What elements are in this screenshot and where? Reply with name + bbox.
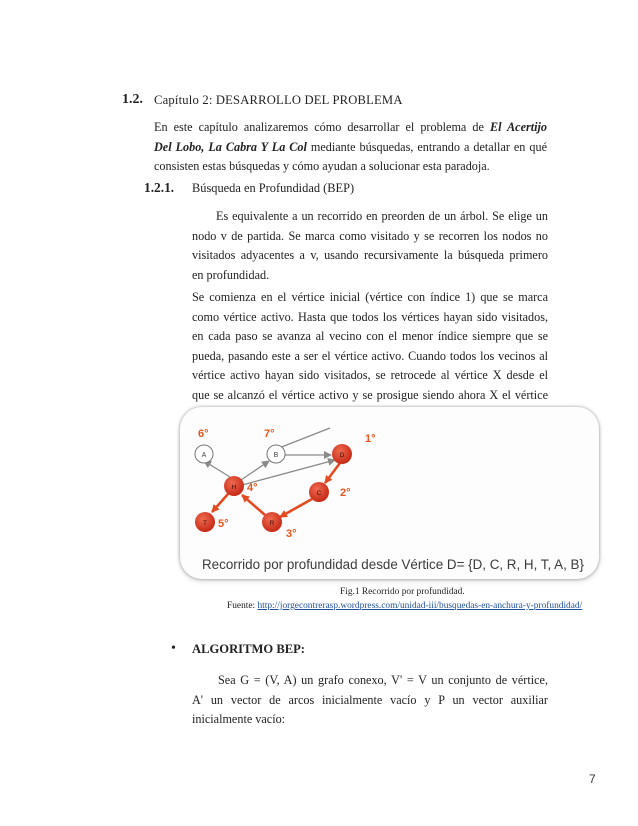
source-link[interactable]: http://jorgecontrerasp.wordpress.com/unidad-iii/busquedas-en-anchura-y-profundidad/ — [257, 601, 583, 611]
node-t-label: T — [203, 520, 207, 527]
intro-paragraph — [154, 118, 547, 177]
section-number: 1.2. — [122, 92, 143, 107]
algorithm-line: Sea G = (V, A) un grafo conexo, V' = V un conjunto de vértice, — [218, 673, 548, 687]
edge-r-h — [242, 495, 265, 515]
figure-graph — [180, 407, 599, 579]
paragraph-1 — [192, 207, 548, 285]
paragraph-2-line: en cada paso se avanza al vecino con el menor índice siempre que se — [192, 329, 548, 344]
order-label-2: 2° — [340, 487, 351, 499]
node-r-label: R — [269, 520, 275, 527]
figure-title: Recorrido por profundidad desde Vértice D= {D, C, R, H, T, A, B} — [202, 557, 584, 572]
intro-line-2-text: mediante búsquedas, entrando a detallar en qué — [306, 139, 547, 154]
paragraph-2-line: como vértice activo. Hasta que todos los vértices hayan sido visitados, — [192, 309, 548, 324]
paragraph-1-line: en profundidad. — [192, 267, 270, 282]
intro-line-1-text: En este capítulo analizaremos cómo desarrollar el problema de — [154, 120, 490, 134]
paragraph-1-line: Es equivalente a un recorrido en preorden de un árbol. Se elige un — [216, 209, 548, 223]
graph-diagram — [180, 407, 599, 579]
intro-line-3 — [154, 157, 547, 177]
intro-line-1 — [154, 118, 547, 138]
figure-source — [227, 601, 582, 611]
paragraph-2 — [192, 288, 548, 425]
order-label-4: 4° — [247, 482, 258, 494]
node-c-label: C — [316, 490, 322, 497]
order-label-5: 5° — [218, 518, 229, 530]
subsection-number: 1.2.1. — [144, 180, 175, 195]
algorithm-heading: ALGORITMO BEP: — [192, 642, 305, 656]
edge-b-top — [279, 428, 330, 448]
figure-caption: Fig.1 Recorrido por profundidad. — [340, 587, 465, 597]
node-a-label: A — [201, 452, 207, 459]
paragraph-2-line: Se comienza en el vértice inicial (vértice con índice 1) que se marca — [192, 290, 548, 304]
intro-line-1-emphasis: El Acertijo — [489, 120, 547, 134]
paragraph-2-line: que se alcanzó el vértice activo y se prosigue siendo ahora X el vértice — [192, 387, 548, 402]
paragraph-2-line: pueda, pasando este a ser el vértice activo. Cuando todos los vecinos al — [192, 348, 548, 363]
order-label-1: 1° — [365, 433, 376, 445]
order-label-3: 3° — [286, 528, 297, 540]
bullet-icon: • — [171, 641, 176, 656]
intro-line-2 — [154, 138, 547, 158]
node-d-label: D — [339, 452, 345, 459]
edge-c-r — [280, 499, 312, 517]
node-h-label: H — [231, 484, 237, 491]
algorithm-paragraph — [192, 671, 548, 730]
section-title: Capítulo 2: DESARROLLO DEL PROBLEMA — [154, 93, 403, 107]
paragraph-1-line: nodo v de partida. Se marca como visitado y se recorren los nodos no — [192, 228, 548, 243]
edge-h-t — [212, 494, 228, 512]
order-label-6: 6° — [198, 428, 209, 440]
paragraph-1-line: visitados adyacentes a v, usando recursivamente la búsqueda primero — [192, 248, 548, 263]
subsection-title: Búsqueda en Profundidad (BEP) — [192, 181, 355, 195]
algorithm-line: A' un vector de arcos inicialmente vacío y P un vector auxiliar — [192, 692, 548, 707]
paragraph-2-line: vértice activo hayan sido visitados, se retrocede al vértice X desde el — [192, 368, 548, 383]
edge-h-b — [241, 461, 269, 480]
page-number: 7 — [589, 772, 596, 786]
intro-line-3-text: consisten estas búsquedas y cómo ayudan a solucionar esta paradoja. — [154, 159, 490, 174]
algorithm-line: inicialmente vacío: — [192, 712, 286, 727]
order-label-7: 7° — [264, 428, 275, 440]
intro-line-2-emphasis: Del Lobo, La Cabra Y La Col — [154, 139, 307, 154]
source-prefix: Fuente: — [227, 601, 258, 611]
edge-d-c — [325, 463, 340, 483]
node-b-label: B — [273, 452, 279, 459]
edge-h-a — [204, 461, 230, 477]
